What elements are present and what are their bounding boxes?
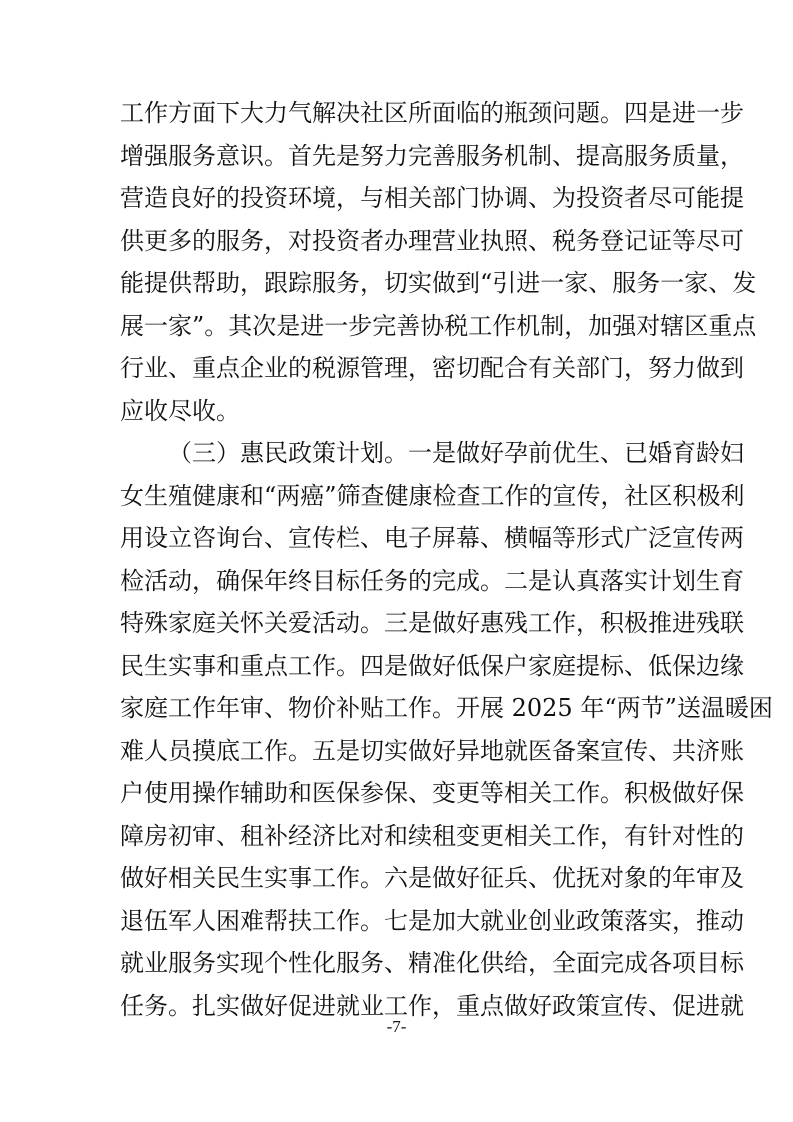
body-line: 障房初审、租补经济比对和续租变更相关工作，有针对性的 xyxy=(120,821,744,850)
body-line: 特殊家庭关怀关爱活动。三是做好惠残工作，积极推进残联 xyxy=(120,609,744,637)
section-heading-line: （三）惠民政策计划。一是做好孕前优生、已婚育龄妇 xyxy=(168,439,744,467)
body-line: 难人员摸底工作。五是切实做好异地就医备案宣传、共济账 xyxy=(120,736,744,765)
body-line: 女生殖健康和“两癌”筛查健康检查工作的宣传，社区积极利 xyxy=(120,481,745,510)
body-line: 退伍军人困难帮扶工作。七是加大就业创业政策落实，推动 xyxy=(120,906,744,935)
body-line: 工作方面下大力气解决社区所面临的瓶颈问题。四是进一步 xyxy=(120,99,744,127)
body-line: 家庭工作年审、物价补贴工作。开展 2025 年“两节”送温暖困 xyxy=(120,694,773,722)
body-line: 用设立咨询台、宣传栏、电子屏幕、横幅等形式广泛宣传两 xyxy=(120,524,744,552)
body-line: 任务。扎实做好促进就业工作，重点做好政策宣传、促进就 xyxy=(120,991,744,1020)
body-line: 供更多的服务，对投资者办理营业执照、税务登记证等尽可 xyxy=(120,226,744,255)
body-line: 检活动，确保年终目标任务的完成。二是认真落实计划生育 xyxy=(120,566,744,595)
body-line: 营造良好的投资环境，与相关部门协调、为投资者尽可能提 xyxy=(120,184,744,212)
body-line: 展一家”。其次是进一步完善协税工作机制，加强对辖区重点 xyxy=(120,311,757,340)
page-number: -7- xyxy=(386,1017,407,1036)
body-line: 做好相关民生实事工作。六是做好征兵、优抚对象的年审及 xyxy=(120,864,744,892)
body-line: 民生实事和重点工作。四是做好低保户家庭提标、低保边缘 xyxy=(120,651,744,680)
body-line: 增强服务意识。首先是努力完善服务机制、提高服务质量， xyxy=(120,141,744,170)
body-line: 就业服务实现个性化服务、精准化供给，全面完成各项目标 xyxy=(120,949,744,977)
body-line: 行业、重点企业的税源管理，密切配合有关部门，努力做到 xyxy=(120,354,744,382)
body-line: 应收尽收。 xyxy=(120,396,240,425)
body-line: 能提供帮助，跟踪服务，切实做到“引进一家、服务一家、发 xyxy=(120,269,757,297)
body-line: 户使用操作辅助和医保参保、变更等相关工作。积极做好保 xyxy=(120,779,744,807)
